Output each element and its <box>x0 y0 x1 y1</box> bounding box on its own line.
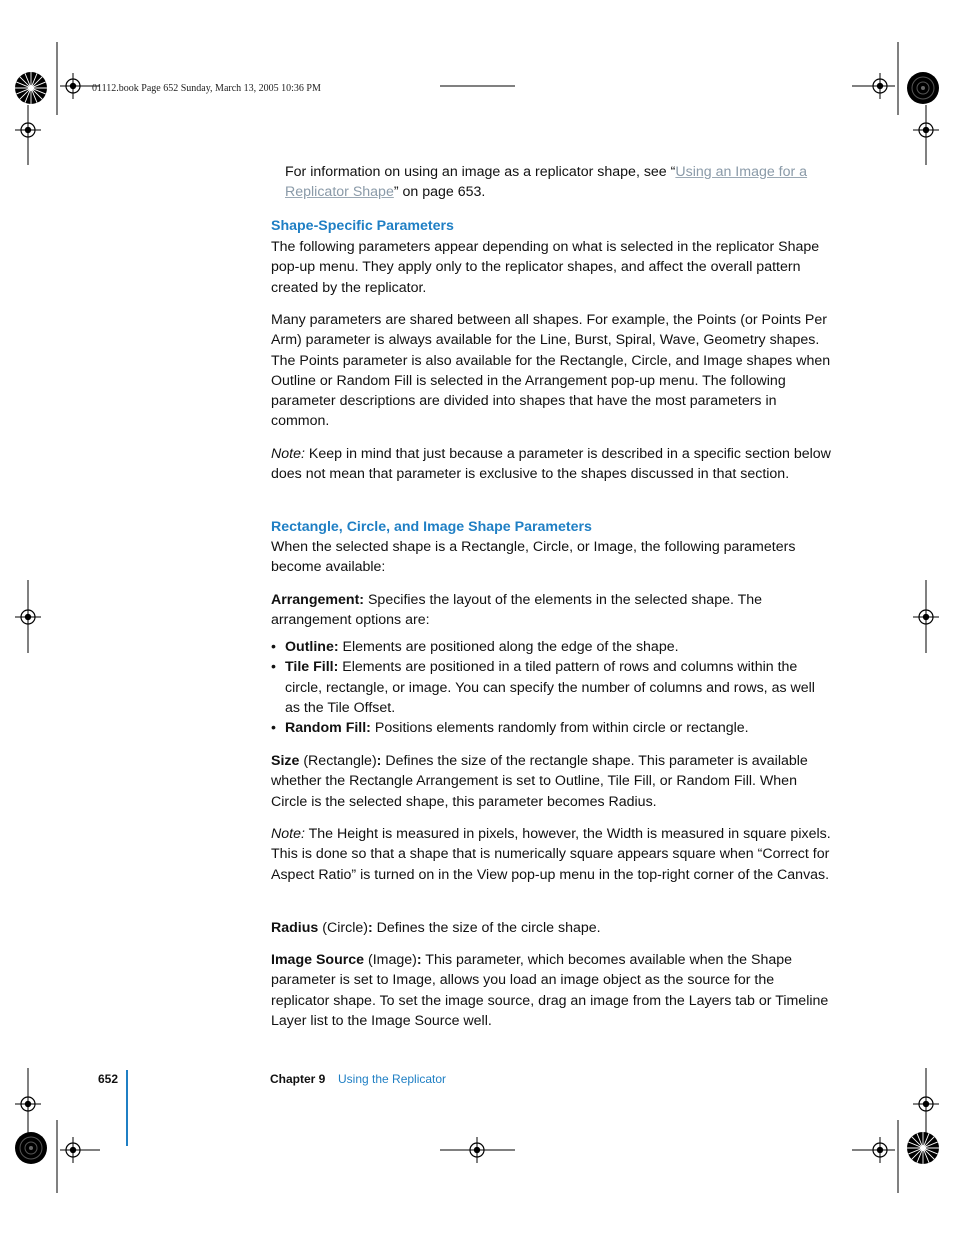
image-source-qualifier: (Image) <box>364 952 417 968</box>
option-label: Random Fill: <box>285 720 371 737</box>
footer-rule <box>126 1070 128 1146</box>
size-text: Defines the size of the rectangle shape. This parameter is available whether the Rectangle Arrangement is set to Outline, Tile Fill, or Random Fill. When Circle is the selected shape, this parameter becomes Radius. <box>271 753 808 810</box>
bullet-mark: • <box>271 639 276 655</box>
intro-text-after: ” on page 653. <box>393 184 486 201</box>
radius-paragraph <box>271 918 831 938</box>
print-slug: 01112.book Page 652 Sunday, March 13, 2005 10:36 PM <box>92 83 321 94</box>
radius-label: Radius <box>271 920 319 936</box>
footer-chapter-title: Using the Replicator <box>338 1072 447 1086</box>
intro-text-before: For information on using an image as a replicator shape, see “ <box>285 164 676 180</box>
intro-paragraph <box>285 162 831 203</box>
arrangement-text: Specifies the layout of the elements in the selected shape. The arrangement options are: <box>271 592 763 629</box>
footer-chapter-label: Chapter 9 <box>270 1072 326 1086</box>
size-colon: : <box>376 753 382 769</box>
option-label: Outline: <box>285 639 339 655</box>
note-label: Note: <box>271 826 305 842</box>
note-label: Note: <box>271 446 305 462</box>
section-heading-rectangle-circle-image: Rectangle, Circle, and Image Shape Parameters <box>271 519 592 535</box>
shape-specific-paragraph-2: Many parameters are shared between all shapes. For example, the Points (or Points Per Arm) parameter is always available for the Line, Burst, Spiral, Wave, Geometry shapes. The Points parameter is also available for the Rectangle, Circle, and Image shapes when Outline or Random Fill is selected in the Arrangement pop-up menu. The following parameter descriptions are divided into shapes that have the most parameters in common. <box>271 312 831 430</box>
option-text: Elements are positioned in a tiled pattern of rows and columns within the circle, rectangle, or image. You can specify the number of columns and rows, as well as the Tile Offset. <box>285 659 815 716</box>
list-item <box>271 718 831 738</box>
option-text: Elements are positioned along the edge of the shape. <box>338 639 679 655</box>
page-number: 652 <box>98 1072 119 1086</box>
list-item <box>271 637 831 657</box>
link-text-line1: Using an Image for a <box>675 164 808 180</box>
rect-circle-image-intro: When the selected shape is a Rectangle, Circle, or Image, the following parameters become available: <box>271 539 796 576</box>
link-text-line2: Replicator Shape <box>285 184 394 201</box>
note-text: The Height is measured in pixels, however, the Width is measured in square pixels. This is done so that a shape that is numerically square appears square when “Correct for Aspect Ratio” is turned on in the View pop-up menu in the top-right corner of the Canvas. <box>271 826 831 883</box>
bullet-mark: • <box>271 659 276 676</box>
bullet-mark: • <box>271 720 276 737</box>
note-paragraph-2 <box>271 824 831 885</box>
note-paragraph-1 <box>271 444 831 485</box>
arrangement-options-list <box>271 637 831 738</box>
shape-specific-paragraph-1: The following parameters appear depending on what is selected in the replicator Shape pop-up menu. They apply only to the replicator shapes, and affect the overall pattern created by the replicator. <box>271 239 820 296</box>
image-source-label: Image Source <box>271 952 365 968</box>
image-source-colon: : <box>416 952 422 968</box>
size-label: Size <box>271 753 300 769</box>
radius-colon: : <box>367 920 373 936</box>
radius-text: Defines the size of the circle shape. <box>372 920 601 936</box>
arrangement-paragraph <box>271 590 831 631</box>
radius-qualifier: (Circle) <box>318 920 368 936</box>
option-label: Tile Fill: <box>285 659 339 676</box>
arrangement-label: Arrangement: <box>271 592 365 608</box>
list-item <box>271 657 831 718</box>
image-source-text: This parameter, which becomes available when the Shape parameter is set to Image, allows you load an image object as the source for the replicator shape. To set the image source, drag an image from the Layers tab or Timeline Layer list to the Image Source well. <box>271 952 829 1029</box>
note-text: Keep in mind that just because a parameter is described in a specific section below does not mean that parameter is exclusive to the shapes discussed in that section. <box>271 446 831 483</box>
size-qualifier: (Rectangle) <box>299 753 377 769</box>
section-heading-shape-specific: Shape-Specific Parameters <box>271 218 454 234</box>
image-source-paragraph <box>271 950 831 1031</box>
size-paragraph <box>271 751 831 812</box>
option-text: Positions elements randomly from within circle or rectangle. <box>370 720 749 737</box>
